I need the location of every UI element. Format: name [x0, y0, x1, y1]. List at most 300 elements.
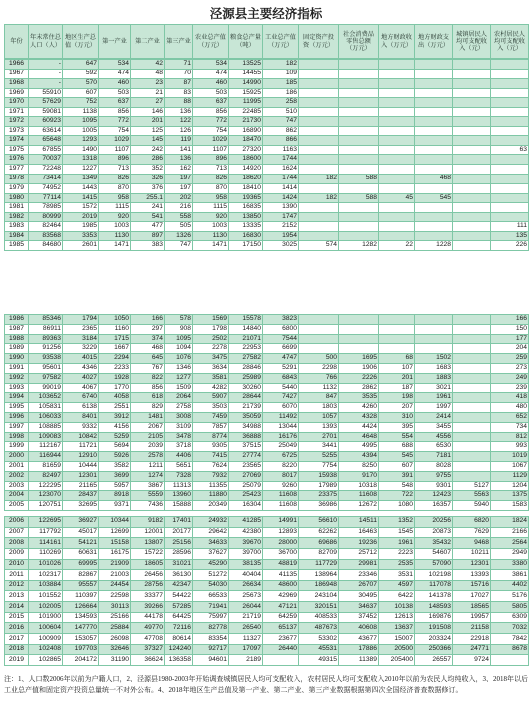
table-cell: 18410: [229, 184, 263, 194]
year-cell: 2018: [5, 644, 29, 655]
table-cell: 48: [131, 69, 165, 79]
table-cell: 22918: [453, 634, 491, 645]
table-cell: [379, 184, 415, 194]
table-cell: 100909: [29, 634, 63, 645]
column-header: 固定资产投资（万元）: [299, 25, 339, 59]
table-cell: 83: [165, 88, 193, 98]
table-cell: 28437: [63, 491, 99, 501]
table-cell: [453, 422, 491, 432]
table-row: [5, 432, 529, 442]
table-cell: 558: [165, 212, 193, 222]
table-cell: 80999: [29, 212, 63, 222]
table-cell: 37627: [193, 548, 229, 559]
table-cell: 16175: [99, 548, 131, 559]
table-cell: [453, 69, 491, 79]
table-cell: 36700: [263, 548, 299, 559]
table-cell: 23565: [229, 461, 263, 471]
table-cell: 1228: [415, 241, 453, 251]
table-cell: 4597: [379, 580, 415, 591]
page-title: 泾源县主要经济指标: [209, 6, 323, 21]
table-row: [5, 461, 529, 471]
table-cell: 216: [165, 203, 193, 213]
table-cell: 123070: [29, 491, 63, 501]
table-cell: [453, 203, 491, 213]
table-cell: 1794: [63, 315, 99, 325]
table-cell: 116944: [29, 452, 63, 462]
table-cell: 125: [131, 126, 165, 136]
table-cell: 7857: [193, 422, 229, 432]
table-cell: 117729: [299, 559, 339, 570]
table-row: [5, 354, 529, 364]
table-cell: 5957: [99, 481, 131, 491]
table-cell: 645: [131, 354, 165, 364]
table-cell: 383: [131, 241, 165, 251]
table-row: [5, 501, 529, 511]
table-row: [5, 136, 529, 146]
table-cell: 1961: [379, 538, 415, 549]
table-cell: 97582: [29, 373, 63, 383]
table-cell: 1545: [379, 527, 415, 538]
table-cell: 2365: [63, 324, 99, 334]
table-cell: [453, 193, 491, 203]
table-cell: 258: [263, 98, 299, 108]
table-cell: 1390: [263, 203, 299, 213]
table-cell: 23: [131, 79, 165, 89]
table-cell: [339, 117, 379, 127]
column-header: 社会消费品零售总额（万元）: [339, 25, 379, 59]
table-cell: 752: [63, 98, 99, 108]
table-cell: 49770: [131, 623, 165, 634]
table-cell: [453, 354, 491, 364]
table-cell: 51272: [193, 570, 229, 581]
table-cell: 3535: [339, 393, 379, 403]
table-cell: 3867: [131, 481, 165, 491]
table-cell: 117792: [29, 527, 63, 538]
year-cell: 1996: [5, 412, 29, 422]
table-cell: 477: [131, 222, 165, 232]
table-cell: [379, 203, 415, 213]
table-cell: [299, 79, 339, 89]
table-cell: 25884: [99, 623, 131, 634]
table-cell: 829: [131, 403, 165, 413]
table-cell: 57629: [29, 98, 63, 108]
table-cell: 2226: [339, 373, 379, 383]
table-cell: 84680: [29, 241, 63, 251]
table-cell: 71941: [193, 602, 229, 613]
table-cell: 17150: [229, 241, 263, 251]
table-cell: 259: [491, 354, 529, 364]
table-cell: 126: [165, 126, 193, 136]
table-cell: 897: [131, 231, 165, 241]
table-cell: [453, 344, 491, 354]
table-cell: 141: [165, 145, 193, 155]
table-cell: 1747: [263, 212, 299, 222]
table-cell: 101900: [29, 612, 63, 623]
table-cell: 35432: [415, 538, 453, 549]
table-cell: 12893: [263, 527, 299, 538]
table-cell: [415, 155, 453, 165]
table-cell: 27774: [229, 452, 263, 462]
table-cell: 588: [339, 193, 379, 203]
table-cell: 2564: [491, 538, 529, 549]
table-cell: 14990: [229, 79, 263, 89]
table-cell: 72248: [29, 165, 63, 175]
table-cell: 1293: [63, 136, 99, 146]
table-cell: [491, 88, 529, 98]
table-cell: [453, 174, 491, 184]
table-cell: 1883: [415, 373, 453, 383]
table-cell: [453, 403, 491, 413]
table-cell: 7624: [193, 461, 229, 471]
table-cell: 145: [131, 136, 165, 146]
table-cell: 19236: [339, 538, 379, 549]
table-cell: 2949: [491, 548, 529, 559]
table-cell: [379, 212, 415, 222]
table-cell: 243104: [299, 591, 339, 602]
table-cell: 8220: [263, 461, 299, 471]
table-cell: 866: [263, 136, 299, 146]
table-cell: 1502: [415, 354, 453, 364]
table-cell: 34637: [339, 602, 379, 613]
table-cell: 6070: [263, 403, 299, 413]
table-cell: 826: [193, 174, 229, 184]
table-cell: 1029: [193, 136, 229, 146]
table-cell: [415, 184, 453, 194]
table-cell: 474: [99, 69, 131, 79]
table-cell: 7415: [193, 452, 229, 462]
table-cell: 15716: [453, 580, 491, 591]
table-row: [5, 491, 529, 501]
table-cell: 45290: [193, 559, 229, 570]
table-cell: 2862: [339, 383, 379, 393]
table-cell: 122295: [29, 481, 63, 491]
table-cell: 30113: [99, 602, 131, 613]
table-cell: 102005: [29, 602, 63, 613]
table-cell: 1318: [63, 155, 99, 165]
table-cell: 1997: [415, 403, 453, 413]
table-cell: 7842: [491, 634, 529, 645]
table-cell: 15722: [131, 548, 165, 559]
table-cell: 26098: [99, 634, 131, 645]
table-cell: 45017: [63, 527, 99, 538]
table-cell: 207: [379, 403, 415, 413]
table-cell: 182: [263, 60, 299, 70]
table-row: [5, 570, 529, 581]
table-cell: [299, 69, 339, 79]
table-cell: 754: [99, 126, 131, 136]
table-cell: 135: [491, 231, 529, 241]
year-cell: 1999: [5, 442, 29, 452]
table-cell: 25156: [165, 538, 193, 549]
table-cell: 25166: [99, 612, 131, 623]
table-cell: 12301: [63, 471, 99, 481]
table-cell: [415, 88, 453, 98]
table-cell: 5440: [263, 383, 299, 393]
table-cell: 8918: [99, 491, 131, 501]
table-cell: 16835: [229, 203, 263, 213]
table-cell: 5940: [453, 501, 491, 511]
table-cell: [453, 442, 491, 452]
table-row: [5, 241, 529, 251]
table-cell: 3582: [99, 461, 131, 471]
table-cell: [299, 165, 339, 175]
table-cell: 592: [63, 69, 99, 79]
table-cell: 2223: [379, 548, 415, 559]
table-cell: 42380: [229, 527, 263, 538]
table-cell: 2298: [299, 363, 339, 373]
table-cell: 59081: [29, 107, 63, 117]
table-cell: 1095: [63, 117, 99, 127]
table-cell: 1569: [193, 315, 229, 325]
table-cell: 578: [165, 315, 193, 325]
table-cell: [453, 241, 491, 251]
year-cell: 1998: [5, 432, 29, 442]
table-cell: 847: [299, 393, 339, 403]
table-cell: [339, 184, 379, 194]
table-cell: [415, 69, 453, 79]
table-row: [5, 222, 529, 232]
table-cell: 198: [379, 393, 415, 403]
table-cell: 134593: [63, 612, 99, 623]
table-cell: 22598: [99, 591, 131, 602]
table-cell: 2294: [99, 354, 131, 364]
table-cell: 250366: [415, 644, 453, 655]
table-row: [5, 452, 529, 462]
table-cell: 102865: [29, 655, 63, 666]
table-cell: [379, 88, 415, 98]
table-cell: 70: [165, 69, 193, 79]
table-cell: 12301: [453, 559, 491, 570]
table-cell: [339, 212, 379, 222]
table-cell: [379, 174, 415, 184]
table-cell: 503: [193, 88, 229, 98]
table-cell: [379, 136, 415, 146]
table-cell: 713: [99, 165, 131, 175]
table-row: [5, 324, 529, 334]
table-cell: 856: [193, 107, 229, 117]
table-cell: 503: [99, 88, 131, 98]
table-cell: 9332: [63, 422, 99, 432]
table-cell: 24932: [193, 517, 229, 528]
table-cell: 3699: [99, 471, 131, 481]
table-cell: 21003: [99, 570, 131, 581]
table-cell: 713: [193, 165, 229, 175]
table-cell: 3634: [193, 363, 229, 373]
table-cell: 3184: [63, 334, 99, 344]
table-row: [5, 393, 529, 403]
table-cell: 11389: [339, 655, 379, 666]
table-cell: 510: [263, 107, 299, 117]
table-cell: [491, 69, 529, 79]
year-cell: 1993: [5, 383, 29, 393]
table-cell: 18470: [229, 136, 263, 146]
table-cell: 36888: [229, 432, 263, 442]
table-cell: [299, 107, 339, 117]
table-cell: 395: [379, 422, 415, 432]
table-cell: -: [29, 69, 63, 79]
table-cell: 7436: [131, 501, 165, 511]
column-header: 第三产业: [165, 25, 193, 59]
table-cell: 11608: [263, 491, 299, 501]
table-cell: 1029: [99, 136, 131, 146]
table-cell: 16463: [339, 527, 379, 538]
table-cell: [491, 60, 529, 70]
table-cell: 4260: [339, 403, 379, 413]
table-cell: 32646: [99, 644, 131, 655]
year-cell: 1973: [5, 126, 29, 136]
table-cell: [453, 165, 491, 175]
table-cell: [299, 88, 339, 98]
table-cell: 226: [491, 241, 529, 251]
table-cell: 91256: [29, 344, 63, 354]
table-cell: [379, 98, 415, 108]
table-cell: 105831: [29, 403, 63, 413]
table-row: [5, 403, 529, 413]
table-cell: 67855: [29, 145, 63, 155]
table-cell: 3581: [193, 373, 229, 383]
table-cell: 241: [131, 203, 165, 213]
table-section-1986-2005: [4, 314, 529, 511]
table-cell: 1227: [63, 165, 99, 175]
table-cell: 1414: [263, 184, 299, 194]
table-cell: [453, 212, 491, 222]
table-cell: [339, 324, 379, 334]
table-cell: 10344: [99, 517, 131, 528]
table-cell: 3478: [165, 432, 193, 442]
table-cell: 408533: [299, 612, 339, 623]
year-cell: 1992: [5, 373, 29, 383]
table-cell: 109083: [29, 432, 63, 442]
table-row: [5, 655, 529, 666]
table-cell: 82778: [193, 623, 229, 634]
table-cell: [453, 461, 491, 471]
year-cell: 1981: [5, 203, 29, 213]
table-cell: 534: [99, 60, 131, 70]
year-cell: 1982: [5, 212, 29, 222]
table-cell: 65137: [263, 623, 299, 634]
table-cell: [339, 126, 379, 136]
year-cell: 1969: [5, 88, 29, 98]
table-cell: [379, 107, 415, 117]
column-header: 第一产业: [99, 25, 131, 59]
table-cell: 4556: [415, 432, 453, 442]
table-cell: 28000: [263, 538, 299, 549]
table-cell: 35059: [229, 412, 263, 422]
table-row: [5, 165, 529, 175]
year-cell: 1984: [5, 231, 29, 241]
table-cell: 117078: [415, 580, 453, 591]
table-cell: 1107: [193, 145, 229, 155]
table-cell: 5563: [453, 491, 491, 501]
table-cell: 1346: [165, 363, 193, 373]
table-cell: 12910: [63, 452, 99, 462]
table-cell: 75997: [193, 612, 229, 623]
table-cell: 570: [63, 79, 99, 89]
table-cell: 186: [263, 88, 299, 98]
table-cell: 77114: [29, 193, 63, 203]
table-row: [5, 231, 529, 241]
table-cell: 9170: [339, 471, 379, 481]
table-cell: 93538: [29, 354, 63, 364]
table-cell: 766: [299, 373, 339, 383]
table-cell: 2166: [491, 527, 529, 538]
table-cell: 249: [491, 373, 529, 383]
table-cell: [299, 98, 339, 108]
table-cell: 36130: [165, 570, 193, 581]
table-cell: 40404: [229, 570, 263, 581]
year-cell: 1967: [5, 69, 29, 79]
table-cell: 102408: [29, 644, 63, 655]
table-cell: 3229: [63, 344, 99, 354]
table-cell: 20349: [193, 501, 229, 511]
table-cell: 1770: [99, 383, 131, 393]
table-cell: 16830: [229, 231, 263, 241]
table-cell: 138964: [299, 570, 339, 581]
table-cell: 27069: [229, 471, 263, 481]
table-row: [5, 69, 529, 79]
table-cell: 11608: [263, 501, 299, 511]
table-cell: [379, 69, 415, 79]
table-cell: -: [29, 79, 63, 89]
table-cell: 4346: [63, 363, 99, 373]
table-cell: [491, 203, 529, 213]
table-cell: [453, 324, 491, 334]
table-cell: 24771: [453, 644, 491, 655]
table-cell: 136: [165, 107, 193, 117]
table-cell: 37327: [131, 644, 165, 655]
table-cell: 28644: [229, 393, 263, 403]
table-cell: 8017: [263, 471, 299, 481]
table-cell: 27: [131, 98, 165, 108]
table-cell: 4995: [339, 442, 379, 452]
table-cell: 141378: [415, 591, 453, 602]
table-cell: 14991: [263, 517, 299, 528]
column-header: 工业总产值（万元）: [263, 25, 299, 59]
table-cell: 64259: [263, 612, 299, 623]
table-cell: [491, 126, 529, 136]
table-cell: 993: [491, 442, 529, 452]
table-cell: [491, 117, 529, 127]
table-cell: [453, 231, 491, 241]
table-cell: [453, 136, 491, 146]
table-cell: 3441: [299, 442, 339, 452]
table-cell: [299, 203, 339, 213]
table-cell: 13807: [131, 538, 165, 549]
table-cell: 754: [193, 126, 229, 136]
table-cell: 48819: [263, 559, 299, 570]
year-cell: 1991: [5, 363, 29, 373]
table-cell: 7427: [263, 393, 299, 403]
column-header: 第二产业: [131, 25, 165, 59]
table-cell: [491, 136, 529, 146]
table-cell: 896: [193, 155, 229, 165]
table-cell: 1050: [99, 315, 131, 325]
table-cell: [299, 334, 339, 344]
table-cell: 64425: [165, 612, 193, 623]
table-cell: 14511: [339, 517, 379, 528]
table-cell: [379, 222, 415, 232]
year-cell: 2011: [5, 570, 29, 581]
year-cell: 1978: [5, 174, 29, 184]
table-cell: 85346: [29, 315, 63, 325]
table-cell: [453, 184, 491, 194]
table-cell: [339, 145, 379, 155]
table-cell: 9305: [193, 442, 229, 452]
table-cell: 2502: [193, 334, 229, 344]
table-cell: 19957: [453, 612, 491, 623]
table-cell: 1481: [131, 412, 165, 422]
table-cell: 204: [491, 344, 529, 354]
